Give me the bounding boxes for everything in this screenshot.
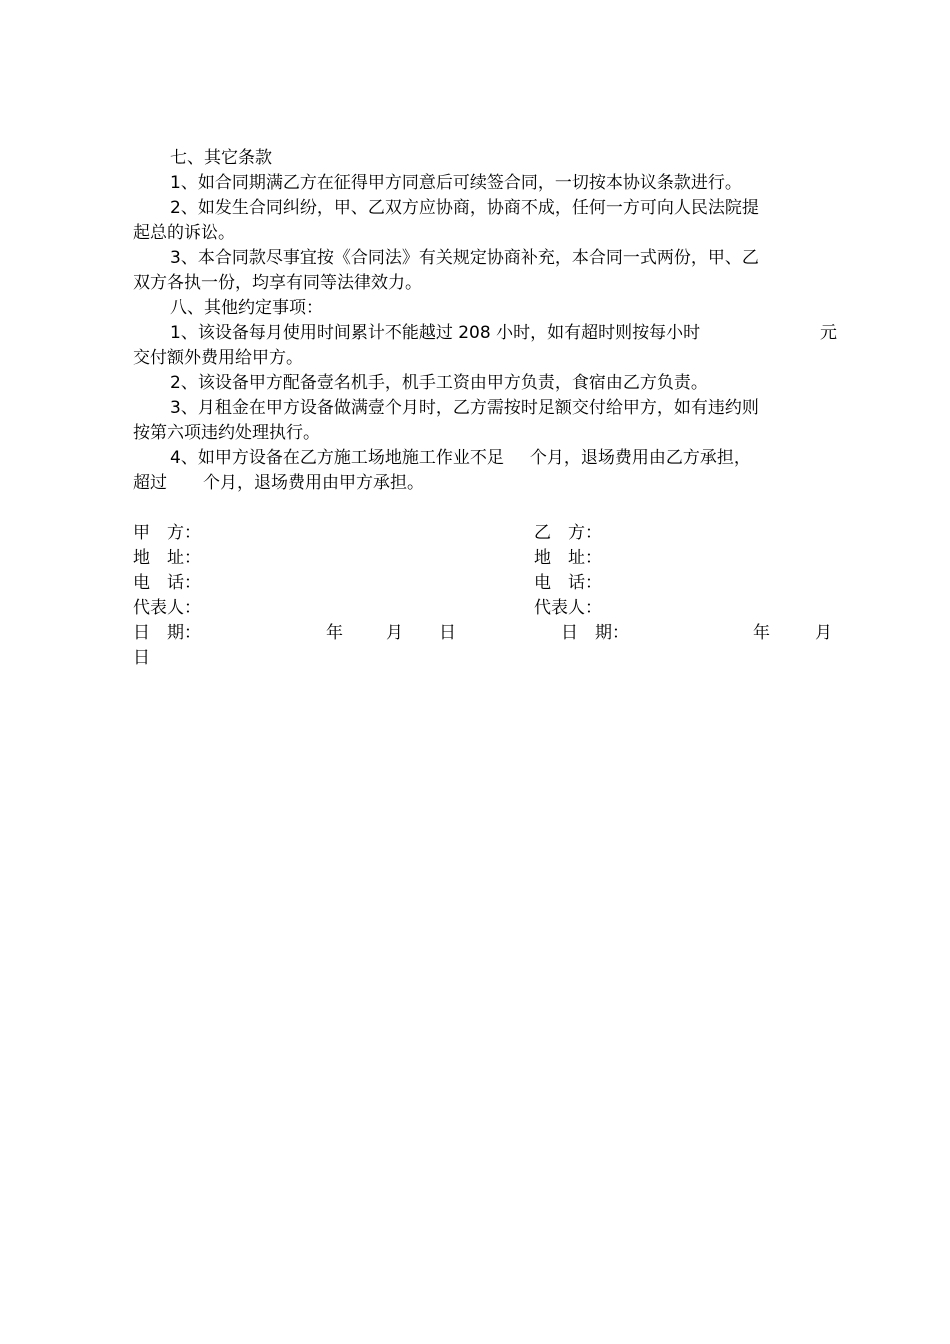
date-b-month: 月 — [815, 623, 832, 643]
date-a-month: 月 — [386, 623, 403, 643]
section-7-item-3-line-2: 双方各执一份，均享有同等法律效力。 — [133, 273, 422, 293]
phone-a-label: 电 话： — [133, 573, 201, 593]
section-8-item-2: 2、该设备甲方配备壹名机手，机手工资由甲方负责，食宿由乙方负责。 — [170, 373, 708, 393]
section-7-item-1: 1、如合同期满乙方在征得甲方同意后可续签合同，一切按本协议条款进行。 — [170, 173, 742, 193]
section-8-item-4-line-2 — [133, 471, 837, 496]
date-row — [133, 621, 837, 646]
date-a-year: 年 — [326, 623, 343, 643]
section-7-heading: 七、其它条款 — [170, 148, 272, 168]
section-8-item-1-line-1 — [133, 321, 837, 346]
date-b-year: 年 — [753, 623, 770, 643]
representative-row — [133, 596, 837, 621]
section-8-item-4-over-text: 个月，退场费用由甲方承担。 — [203, 473, 424, 493]
section-8-heading: 八、其他约定事项： — [170, 298, 323, 318]
section-8-item-1-text: 1、该设备每月使用时间累计不能越过 208 小时，如有超时则按每小时 — [170, 323, 701, 343]
representative-a-label: 代表人： — [133, 598, 201, 618]
phone-row — [133, 571, 837, 596]
section-8-item-1-unit: 元 — [820, 323, 837, 343]
address-a-label: 地 址： — [133, 548, 201, 568]
date-wrap-row — [133, 646, 837, 671]
party-b-label: 乙 方： — [534, 523, 602, 543]
date-a-day: 日 — [439, 623, 456, 643]
section-8-item-4-text-a: 4、如甲方设备在乙方施工场地施工作业不足 — [170, 448, 504, 468]
signature-block — [133, 521, 837, 671]
contract-clauses — [133, 146, 837, 496]
section-8-item-3-line-2: 按第六项违约处理执行。 — [133, 423, 320, 443]
phone-b-label: 电 话： — [534, 573, 602, 593]
section-7-item-3-line-1: 3、本合同款尽事宜按《合同法》有关规定协商补充，本合同一式两份，甲、乙 — [170, 248, 759, 268]
party-a-label: 甲 方： — [133, 523, 201, 543]
section-8-item-4-line-1 — [133, 446, 837, 471]
section-8-item-4-over-label: 超过 — [133, 473, 167, 493]
section-7-item-2-line-2: 起总的诉讼。 — [133, 223, 235, 243]
address-b-label: 地 址： — [534, 548, 602, 568]
section-8-item-3-line-1: 3、月租金在甲方设备做满壹个月时，乙方需按时足额交付给甲方，如有违约则 — [170, 398, 759, 418]
representative-b-label: 代表人： — [534, 598, 602, 618]
section-8-item-4-text-b: 个月，退场费用由乙方承担， — [529, 448, 751, 468]
date-b-day: 日 — [133, 648, 150, 668]
party-row — [133, 521, 837, 546]
date-b-label: 日 期： — [561, 623, 629, 643]
section-7-item-2-line-1: 2、如发生合同纠纷，甲、乙双方应协商，协商不成，任何一方可向人民法院提 — [170, 198, 759, 218]
address-row — [133, 546, 837, 571]
section-8-item-1-line-2: 交付额外费用给甲方。 — [133, 348, 303, 368]
date-a-label: 日 期： — [133, 623, 201, 643]
